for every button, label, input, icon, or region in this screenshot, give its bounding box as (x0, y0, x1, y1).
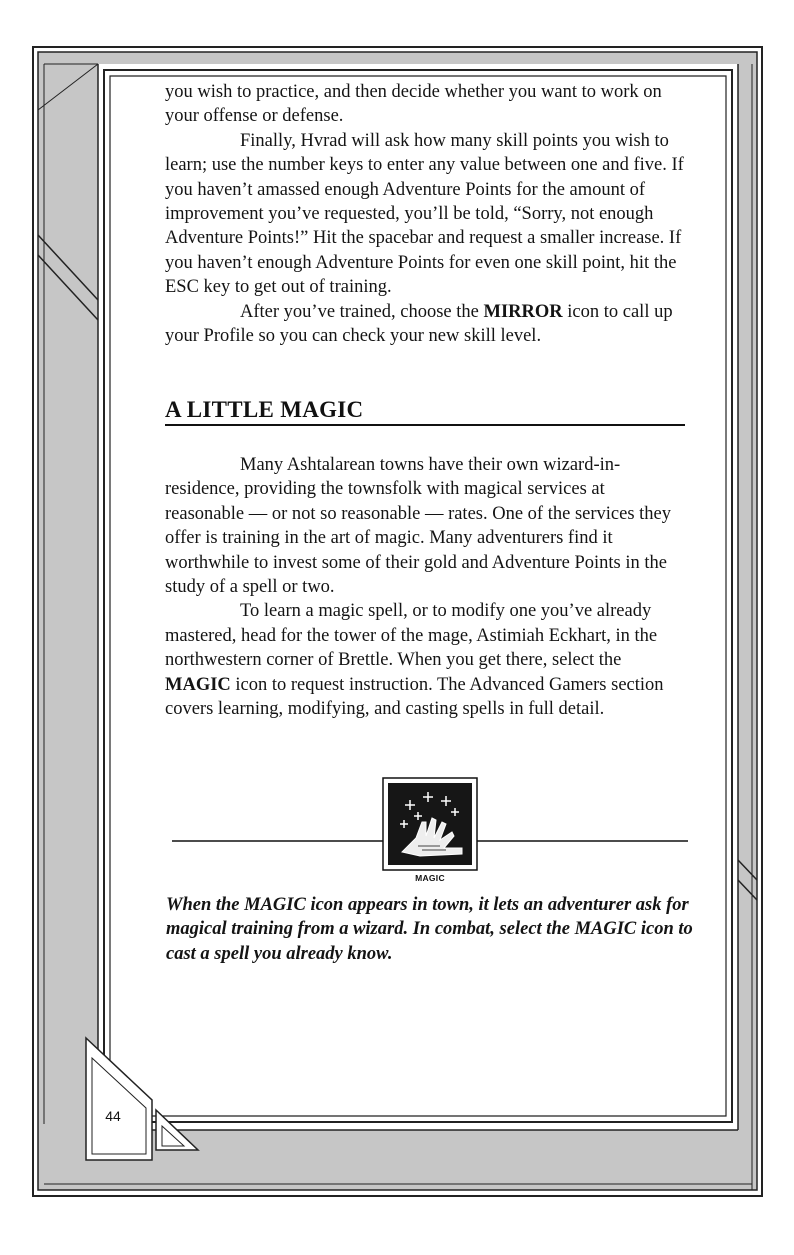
section-heading: A LITTLE MAGIC (165, 395, 685, 426)
paragraph (165, 80, 685, 129)
text-run: After you’ve trained, choose the (240, 301, 484, 322)
paragraph (165, 300, 685, 349)
magic-hand-icon (383, 778, 477, 870)
icon-caption: When the MAGIC icon appears in town, it lets an adventurer ask for magical training from a wizard. In combat, select the MAGIC icon to cast a spell you already know. (166, 895, 693, 964)
paragraph (165, 453, 685, 599)
page-number: 44 (105, 1108, 121, 1124)
text-run: To learn a magic spell, or to modify one you’ve already mastered, head for the tower of the mage, Astimiah Eckhart, in the northwestern corner of Brettle. When you get there, select the (165, 601, 658, 671)
body-text-section (165, 453, 685, 721)
icon-label: MAGIC (415, 873, 445, 883)
text-run: Many Ashtalarean towns have their own wizard-in-residence, providing the townsfolk with magical services at reasonable — or not so reasonable — rates. One of the services they offer is training in the art of magic. Many adventurers find it worthwhile to invest some of their gold and Adventure Points in the study of a spell or two. (165, 455, 672, 598)
text-run: Finally, Hvrad will ask how many skill points you wish to learn; use the number keys to enter any value between one and five. If you haven’t amassed enough Adventure Points for the amount of improvement you’ve requested, you’ll be told, “Sorry, not enough Adventure Points!” Hit the spacebar and request a smaller increase. If you haven’t enough Adventure Points for even one skill point, hit the ESC key to get out of training. (165, 130, 684, 298)
text-run: icon to call up your Profile so you can check your new skill level. (165, 301, 673, 347)
text-run: icon to request instruction. The Advanced Gamers section covers learning, modifying, and casting spells in full detail. (165, 674, 664, 720)
body-text-top (165, 80, 685, 348)
text-run: you wish to practice, and then decide whether you want to work on your offense or defense. (165, 82, 662, 127)
paragraph (165, 599, 685, 721)
bold-term: MAGIC (165, 674, 231, 695)
bold-term: MIRROR (483, 301, 563, 322)
paragraph (165, 129, 685, 300)
